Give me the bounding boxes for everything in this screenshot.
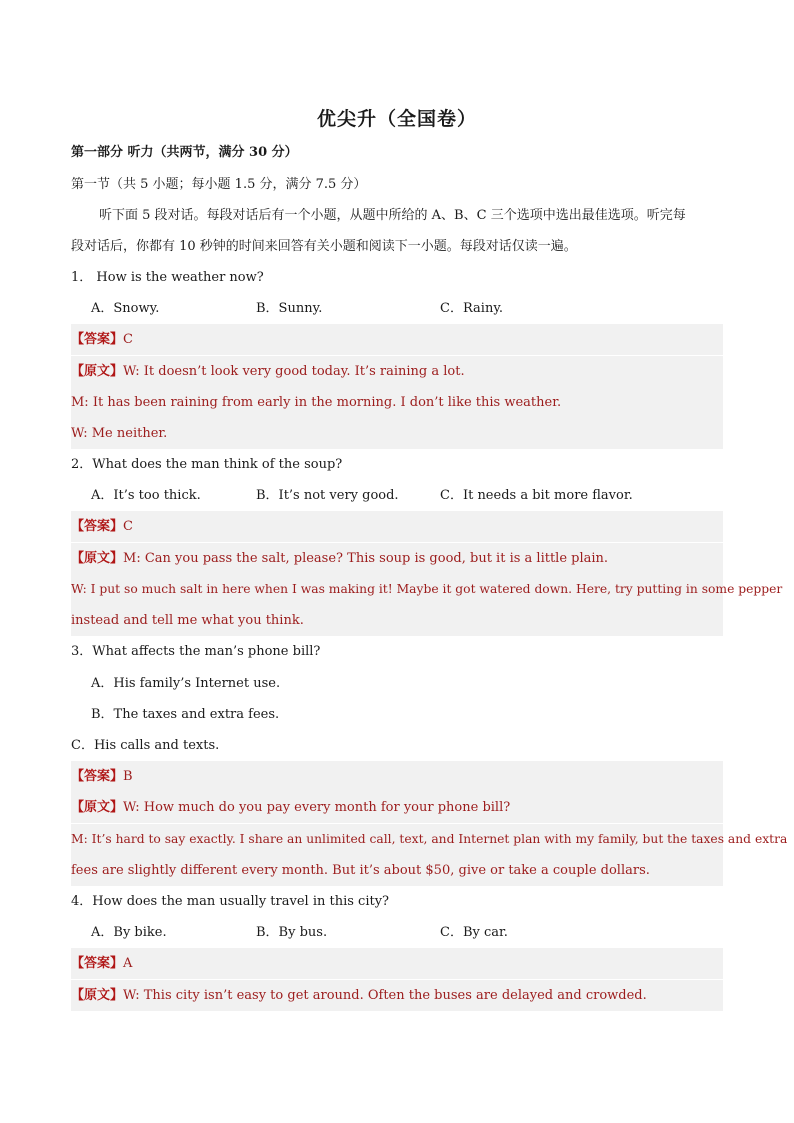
question-2-transcript-3: instead and tell me what you think.	[71, 605, 723, 636]
question-3-transcript-3: fees are slightly different every month. But it’s about $50, give or take a couple dollars.	[71, 855, 723, 886]
question-4-stem: 4．How does the man usually travel in this city?	[71, 894, 390, 909]
part-heading: 第一部分 听力（共两节，满分 30 分）	[71, 145, 298, 160]
question-2-answer	[71, 511, 723, 542]
question-3-stem: 3．What affects the man’s phone bill?	[71, 644, 321, 659]
instructions-line-1: 听下面 5 段对话。每段对话后有一个小题，从题中所给的 A、B、C 三个选项中选出最佳选项。听完每	[99, 208, 686, 223]
answer-label: 【答案】	[71, 519, 124, 534]
option-a: A．Snowy.	[91, 301, 160, 316]
option-b: B．By bus.	[256, 925, 328, 940]
question-1-stem: 1． How is the weather now?	[71, 270, 264, 285]
question-3-option-a: A．His family’s Internet use.	[91, 676, 281, 691]
question-3-option-c: C．His calls and texts.	[71, 738, 220, 753]
option-c: C．By car.	[440, 925, 508, 940]
question-4-answer	[71, 948, 723, 979]
transcript-text: W: This city isn’t easy to get around. Often the buses are delayed and crowded.	[123, 988, 647, 1003]
question-3-transcript-2: M: It’s hard to say exactly. I share an unlimited call, text, and Internet plan with my family, but the taxes and extra	[71, 824, 723, 855]
question-2-transcript-1	[71, 543, 723, 574]
question-2-transcript-2: W: I put so much salt in here when I was making it! Maybe it got watered down. Here, try putting in some pepper	[71, 574, 723, 605]
transcript-label: 【原文】	[71, 551, 124, 566]
instructions-line-2: 段对话后，你都有 10 秒钟的时间来回答有关小题和阅读下一小题。每段对话仅读一遍。	[71, 239, 577, 254]
transcript-label: 【原文】	[71, 364, 124, 379]
answer-value: C	[123, 332, 133, 347]
question-3-option-b: B．The taxes and extra fees.	[91, 707, 280, 722]
answer-value: C	[123, 519, 133, 534]
answer-label: 【答案】	[71, 956, 124, 971]
option-a: A．By bike.	[91, 925, 167, 940]
transcript-text: W: It doesn’t look very good today. It’s raining a lot.	[123, 364, 465, 379]
question-3-transcript-1	[71, 792, 723, 823]
option-a: A．It’s too thick.	[91, 488, 201, 503]
question-4-transcript-1	[71, 980, 723, 1011]
option-c: C．It needs a bit more flavor.	[440, 488, 633, 503]
question-4-options	[71, 917, 723, 948]
question-3-answer	[71, 761, 723, 792]
answer-label: 【答案】	[71, 769, 124, 784]
question-1-transcript-1	[71, 356, 723, 387]
question-1-transcript-3: W: Me neither.	[71, 418, 723, 449]
answer-value: B	[123, 769, 133, 784]
section-heading: 第一节（共 5 小题；每小题 1.5 分，满分 7.5 分）	[71, 177, 367, 192]
transcript-text: W: How much do you pay every month for your phone bill?	[123, 800, 511, 815]
question-2-options	[71, 480, 723, 511]
question-1-transcript-2: M: It has been raining from early in the morning. I don’t like this weather.	[71, 387, 723, 418]
transcript-text: M: Can you pass the salt, please? This soup is good, but it is a little plain.	[123, 551, 609, 566]
option-b: B．It’s not very good.	[256, 488, 399, 503]
page-title: 优尖升（全国卷）	[316, 108, 477, 130]
option-c: C．Rainy.	[440, 301, 504, 316]
transcript-label: 【原文】	[71, 800, 124, 815]
transcript-label: 【原文】	[71, 988, 124, 1003]
answer-label: 【答案】	[71, 332, 124, 347]
option-b: B．Sunny.	[256, 301, 323, 316]
answer-value: A	[123, 956, 133, 971]
question-1-options	[71, 293, 723, 324]
question-2-stem: 2．What does the man think of the soup?	[71, 457, 343, 472]
question-1-answer	[71, 324, 723, 355]
